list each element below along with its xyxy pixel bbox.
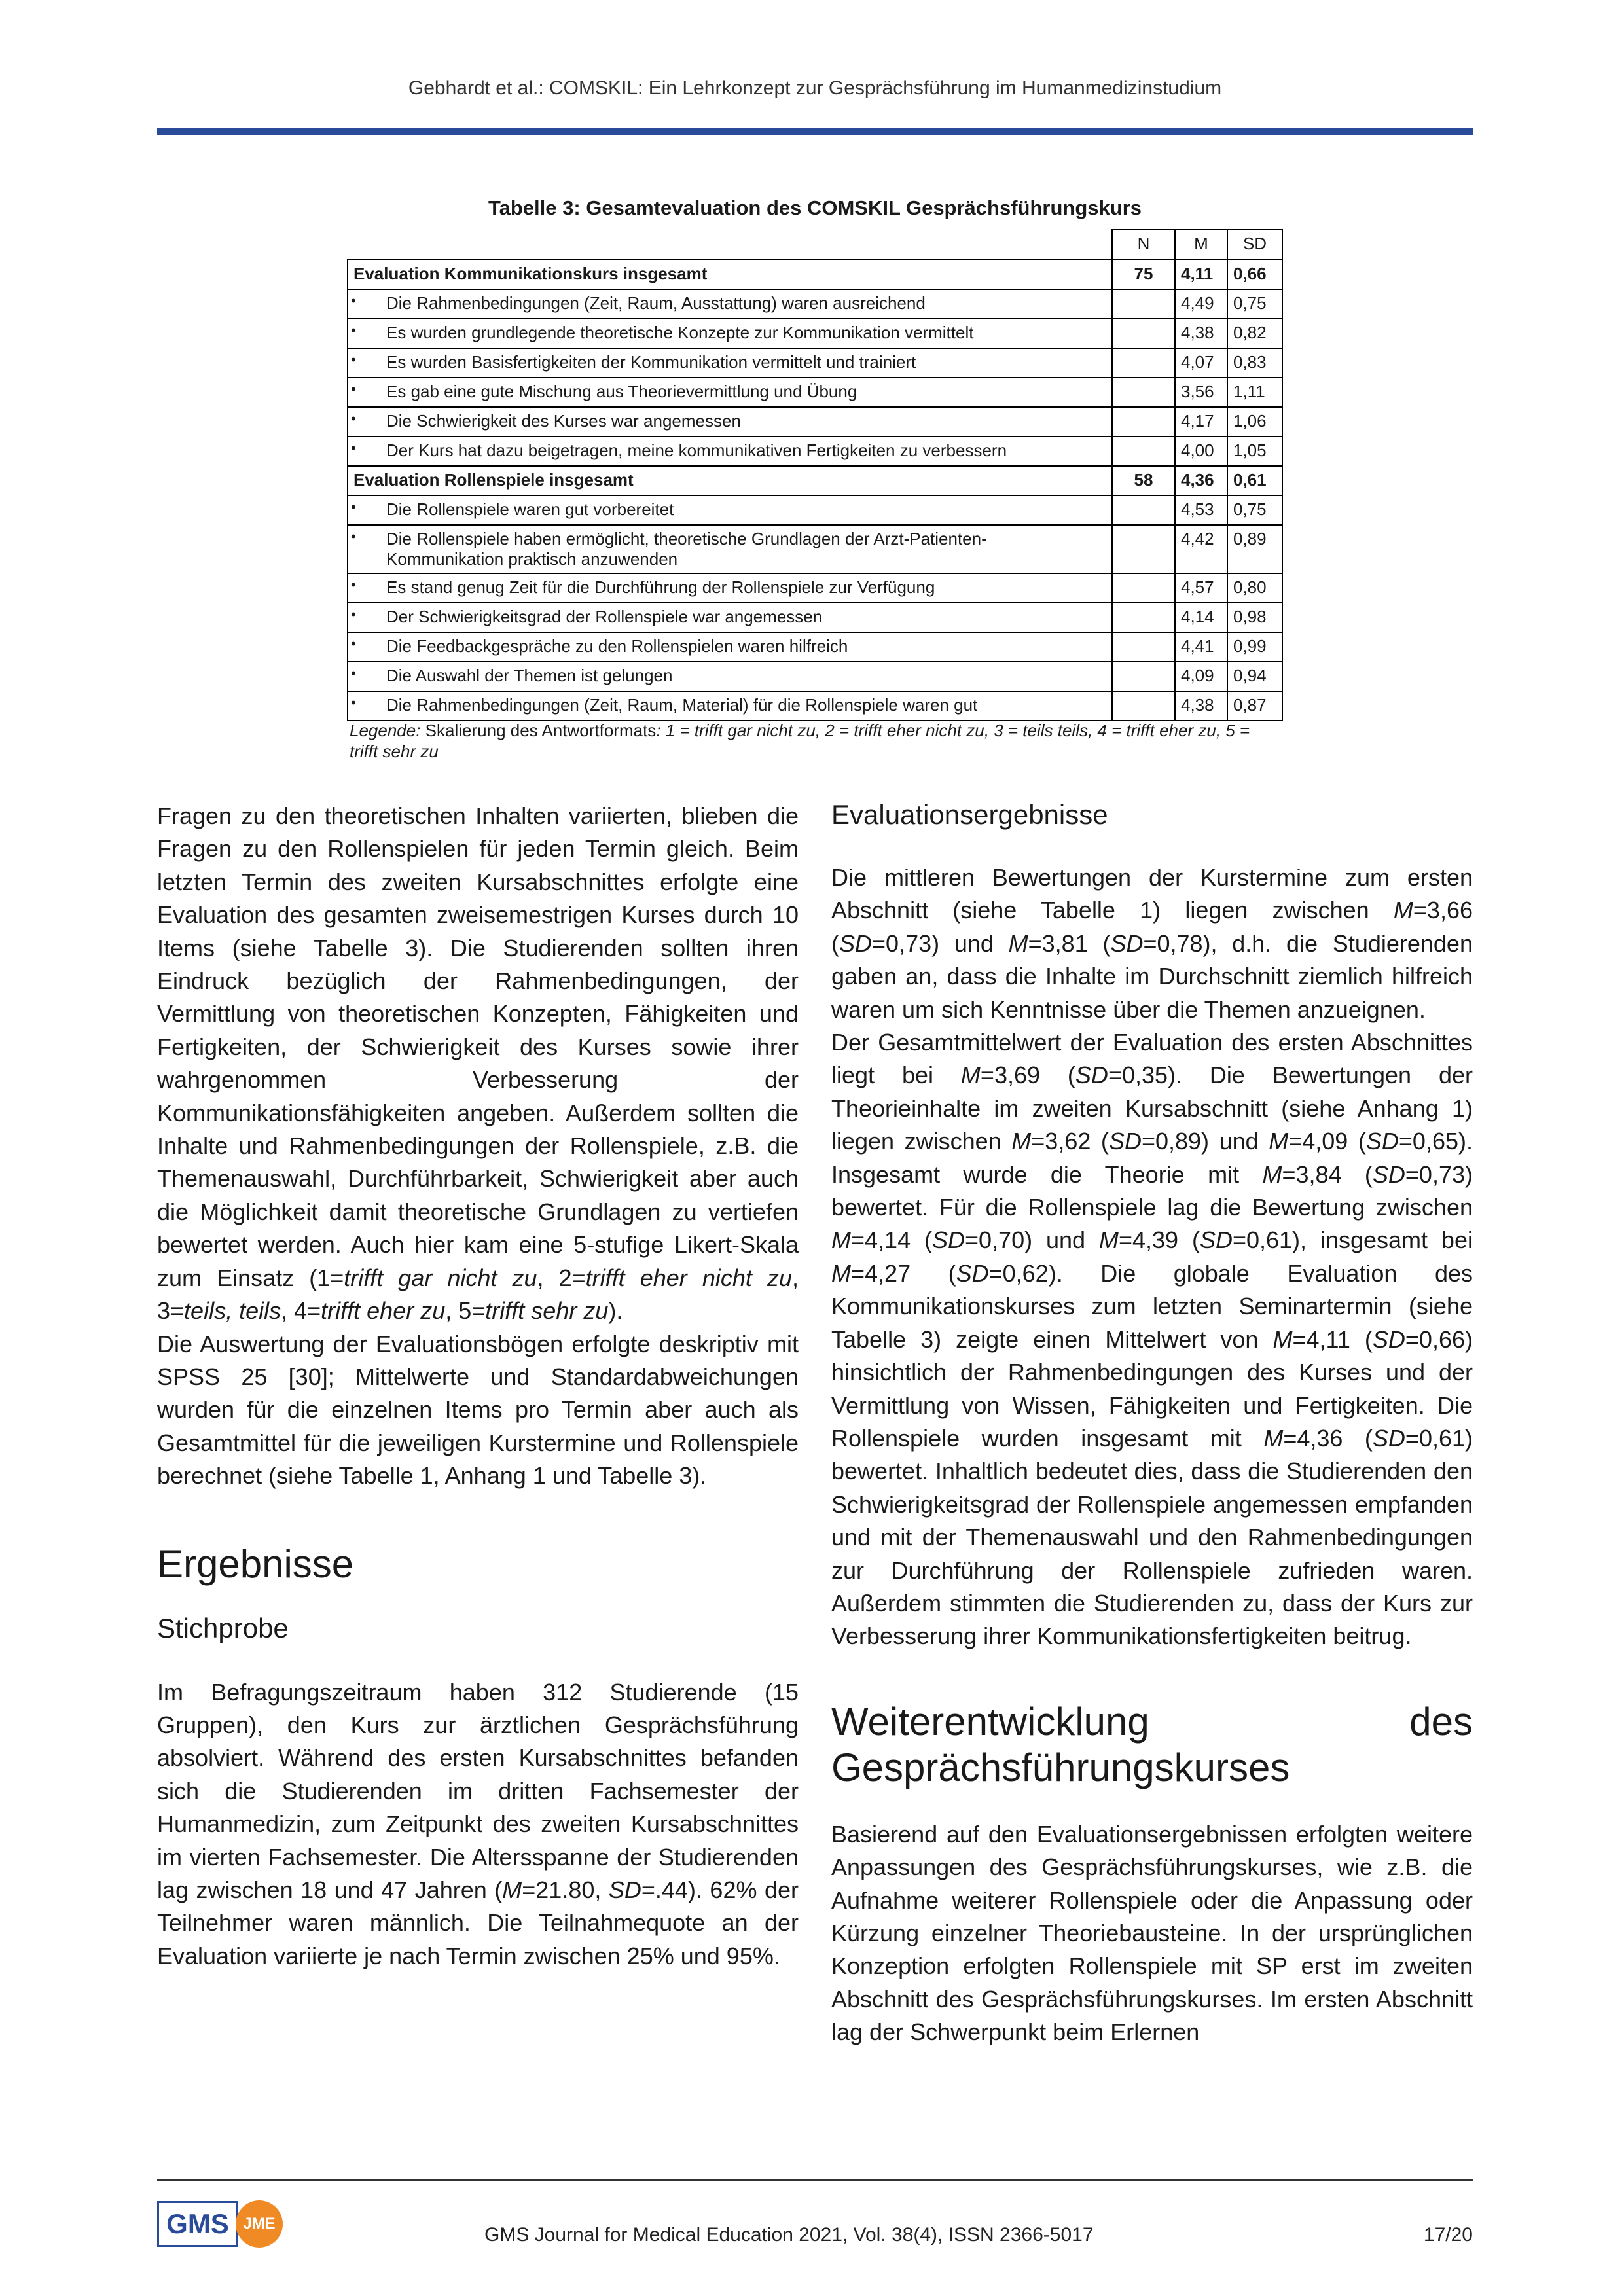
paragraph-results-1: Die mittleren Bewertungen der Kurstermine zum ersten Abschnitt (siehe Tabelle 1) liegen zwischen M=3,66 (SD=0,73) und M=3,81 (SD=0,78), d.h. die Studierenden gaben an, dass die Inhalte im Durchschnitt ziemlich hilfreich waren um sich Kenntnisse über die Themen anzueignen. (831, 864, 1473, 1023)
heading-further-development: Weiterentwicklung des Gesprächsführungskurses (831, 1699, 1473, 1789)
journal-logo (157, 2200, 283, 2248)
paragraph-sample: Im Befragungszeitraum haben 312 Studierende (15 Gruppen), den Kurs zur ärztlichen Gesprächsführung absolviert. Während des ersten Kursabschnittes befanden sich die Studierenden im dritten Fachsemester der Humanmedizin, zum Zeitpunkt des zweiten Kursabschnittes im vierten Fachsemester. Die Altersspanne der Studierenden lag zwischen 18 und 47 Jahren (M=21.80, SD=.44). 62% der Teilnehmer waren männlich. Die Teilnahmequote an der Evaluation variierte je nach Termin zwischen 25% und 95%. (157, 1678, 799, 1969)
table-row (348, 662, 1282, 691)
item-label: • Die Rollenspiele haben ermöglicht, theoretische Grundlagen der Arzt-Patienten-Kommunikation praktisch anzuwenden (348, 525, 1112, 573)
item-sd: 0,80 (1227, 573, 1282, 603)
footer-journal-citation: GMS Journal for Medical Education 2021, Vol. 38(4), ISSN 2366-5017 (484, 2224, 1094, 2246)
table-row (348, 603, 1282, 632)
group-sd: 0,66 (1227, 260, 1282, 289)
item-mean: 3,56 (1175, 378, 1227, 407)
legend-mid: Skalierung des Antwortformats (420, 721, 657, 740)
item-label: • Es wurden Basisfertigkeiten der Kommunikation vermittelt und trainiert (348, 348, 1112, 378)
group-mean: 4,36 (1175, 466, 1227, 495)
heading-sample: Stichprobe (157, 1612, 289, 1643)
group-label: Evaluation Rollenspiele insgesamt (348, 466, 1112, 495)
group-mean: 4,11 (1175, 260, 1227, 289)
item-mean: 4,53 (1175, 495, 1227, 525)
table-row (348, 437, 1282, 466)
table-header-row (348, 230, 1282, 260)
paragraph-analysis: Die Auswertung der Evaluationsbögen erfolgte deskriptiv mit SPSS 25 [30]; Mittelwerte und Standardabweichungen wurden für die einzelnen Items pro Termin aber auch als Gesamtmittel für die jeweiligen Kurstermine und Rollenspiele berechnet (siehe Tabelle 1, Anhang 1 und Tabelle 3). (157, 1330, 799, 1490)
paragraph-evaluation-method: Fragen zu den theoretischen Inhalten variierten, blieben die Fragen zu den Rollenspielen für jeden Termin gleich. Beim letzten Termin des zweiten Kursabschnittes erfolgte eine Evaluation des gesamten zweisemestrigen Kurses durch 10 Items (siehe Tabelle 3). Die Studierenden sollten ihren Eindruck bezüglich der Rahmenbedingungen, der Vermittlung von theoretischen Konzepten, Fähigkeiten und Fertigkeiten, der Schwierigkeit des Kurses sowie ihrer wahrgenommen Verbesserung der Kommunikationsfähigkeiten angeben. Außerdem sollten die Inhalte und Rahmenbedingungen der Rollenspiele, z.B. die Themenauswahl, Durchführbarkeit, Schwierigkeit aber auch die Möglichkeit damit theoretische Grundlagen zu vertiefen bewertet werden. Auch hier kam eine 5-stufige Likert-Skala zum Einsatz (1=trifft gar nicht zu, 2=trifft eher nicht zu, 3=teils, teils, 4=trifft eher zu, 5=trifft sehr zu). (157, 802, 799, 1325)
item-mean: 4,00 (1175, 437, 1227, 466)
item-sd: 0,87 (1227, 691, 1282, 721)
evaluation-table (347, 229, 1283, 721)
item-sd: 0,89 (1227, 525, 1282, 573)
paragraph-results-2: Der Gesamtmittelwert der Evaluation des ersten Abschnittes liegt bei M=3,69 (SD=0,35). Die Bewertungen der Theorieinhalte im zweiten Kursabschnitt (siehe Anhang 1) liegen zwischen M=3,62 (SD=0,89) und M=4,09 (SD=0,65). Insgesamt wurde die Theorie mit M=3,84 (SD=0,73) bewertet. Für die Rollenspiele lag die Bewertung zwischen M=4,14 (SD=0,70) und M=4,39 (SD=0,61), insgesamt bei M=4,27 (SD=0,62). Die globale Evaluation des Kommunikationskurses zum letzten Seminartermin (siehe Tabelle 3) zeigte einen Mittelwert von M=4,11 (SD=0,66) hinsichtlich der Rahmenbedingungen des Kurses und der Vermittlung von Wissen, Fähigkeiten und Fertigkeiten. Die Rollenspiele wurden insgesamt mit M=4,36 (SD=0,61) bewertet. Inhaltlich bedeutet dies, dass die Studierenden den Schwierigkeitsgrad der Rollenspiele angemessen empfanden und mit der Themenauswahl und den Rahmenbedingungen zur Durchführung der Rollenspiele zufrieden waren. Außerdem stimmten die Studierenden zu, dass der Kurs zur Verbesserung ihrer Kommunikationsfertigkeiten beitrug. (831, 1029, 1473, 1650)
table-row (348, 495, 1282, 525)
table-header-empty (348, 230, 1112, 260)
table-row (348, 573, 1282, 603)
col-header-m: M (1175, 230, 1227, 260)
col-header-n: N (1112, 230, 1175, 260)
header-rule (157, 128, 1473, 135)
item-sd: 1,05 (1227, 437, 1282, 466)
item-mean: 4,09 (1175, 662, 1227, 691)
jme-logo-badge: JME (236, 2200, 283, 2248)
gms-logo-mark: GMS (157, 2201, 238, 2247)
col-header-sd: SD (1227, 230, 1282, 260)
item-label: • Die Rahmenbedingungen (Zeit, Raum, Material) für die Rollenspiele waren gut (348, 691, 1112, 721)
item-sd: 1,06 (1227, 407, 1282, 437)
table-row (348, 289, 1282, 319)
group-label: Evaluation Kommunikationskurs insgesamt (348, 260, 1112, 289)
item-sd: 0,98 (1227, 603, 1282, 632)
item-sd: 0,75 (1227, 495, 1282, 525)
item-label: • Der Kurs hat dazu beigetragen, meine kommunikativen Fertigkeiten zu verbessern (348, 437, 1112, 466)
item-mean: 4,57 (1175, 573, 1227, 603)
item-label: • Die Schwierigkeit des Kurses war angemessen (348, 407, 1112, 437)
table-row (348, 525, 1282, 573)
item-mean: 4,38 (1175, 691, 1227, 721)
page-number: 17/20 (1423, 2224, 1473, 2246)
table-row (348, 407, 1282, 437)
table-row (348, 691, 1282, 721)
item-sd: 1,11 (1227, 378, 1282, 407)
item-sd: 0,75 (1227, 289, 1282, 319)
item-sd: 0,99 (1227, 632, 1282, 662)
item-mean: 4,38 (1175, 319, 1227, 348)
table-group-row (348, 260, 1282, 289)
item-label: • Der Schwierigkeitsgrad der Rollenspiele war angemessen (348, 603, 1112, 632)
table-row (348, 319, 1282, 348)
item-mean: 4,07 (1175, 348, 1227, 378)
item-sd: 0,82 (1227, 319, 1282, 348)
item-mean: 4,14 (1175, 603, 1227, 632)
legend-rest: : 1 = trifft gar nicht zu, 2 = trifft eher nicht zu, 3 = teils teils, 4 = trifft eher zu, 5 = trifft sehr zu (350, 721, 1250, 761)
table-group-row (348, 466, 1282, 495)
item-mean: 4,41 (1175, 632, 1227, 662)
footer-rule (157, 2179, 1473, 2181)
item-sd: 0,94 (1227, 662, 1282, 691)
item-mean: 4,49 (1175, 289, 1227, 319)
legend-prefix: Legende: (350, 721, 421, 740)
group-sd: 0,61 (1227, 466, 1282, 495)
table-row (348, 378, 1282, 407)
heading-results: Ergebnisse (157, 1541, 354, 1586)
item-label: • Die Feedbackgespräche zu den Rollenspielen waren hilfreich (348, 632, 1112, 662)
item-label: • Es gab eine gute Mischung aus Theorievermittlung und Übung (348, 378, 1112, 407)
item-label: • Die Rollenspiele waren gut vorbereitet (348, 495, 1112, 525)
item-mean: 4,17 (1175, 407, 1227, 437)
group-n: 75 (1112, 260, 1175, 289)
item-label: • Es wurden grundlegende theoretische Konzepte zur Kommunikation vermittelt (348, 319, 1112, 348)
item-label: • Die Auswahl der Themen ist gelungen (348, 662, 1112, 691)
left-column (157, 800, 799, 1973)
item-label: • Die Rahmenbedingungen (Zeit, Raum, Ausstattung) waren ausreichend (348, 289, 1112, 319)
item-mean: 4,42 (1175, 525, 1227, 573)
item-sd: 0,83 (1227, 348, 1282, 378)
paragraph-development: Basierend auf den Evaluationsergebnissen erfolgten weitere Anpassungen des Gesprächsführungskurses, wie z.B. die Aufnahme weiterer Rollenspiele oder die Anpassung oder Kürzung einzelner Theoriebausteine. In der ursprünglichen Konzeption erfolgten Rollenspiele mit SP erst im zweiten Abschnitt des Gesprächsführungskurses. Im ersten Abschnitt lag der Schwerpunkt beim Erlernen (831, 1820, 1473, 2046)
table-caption: Tabelle 3: Gesamtevaluation des COMSKIL Gesprächsführungskurs (488, 196, 1142, 219)
running-title: Gebhardt et al.: COMSKIL: Ein Lehrkonzept zur Gesprächsführung im Humanmedizinstudium (408, 77, 1222, 99)
right-column (831, 800, 1473, 2049)
table-row (348, 632, 1282, 662)
item-label: • Es stand genug Zeit für die Durchführung der Rollenspiele zur Verfügung (348, 573, 1112, 603)
table-row (348, 348, 1282, 378)
group-n: 58 (1112, 466, 1175, 495)
heading-evaluation-results: Evaluationsergebnisse (831, 799, 1108, 830)
table-legend (350, 720, 1279, 762)
